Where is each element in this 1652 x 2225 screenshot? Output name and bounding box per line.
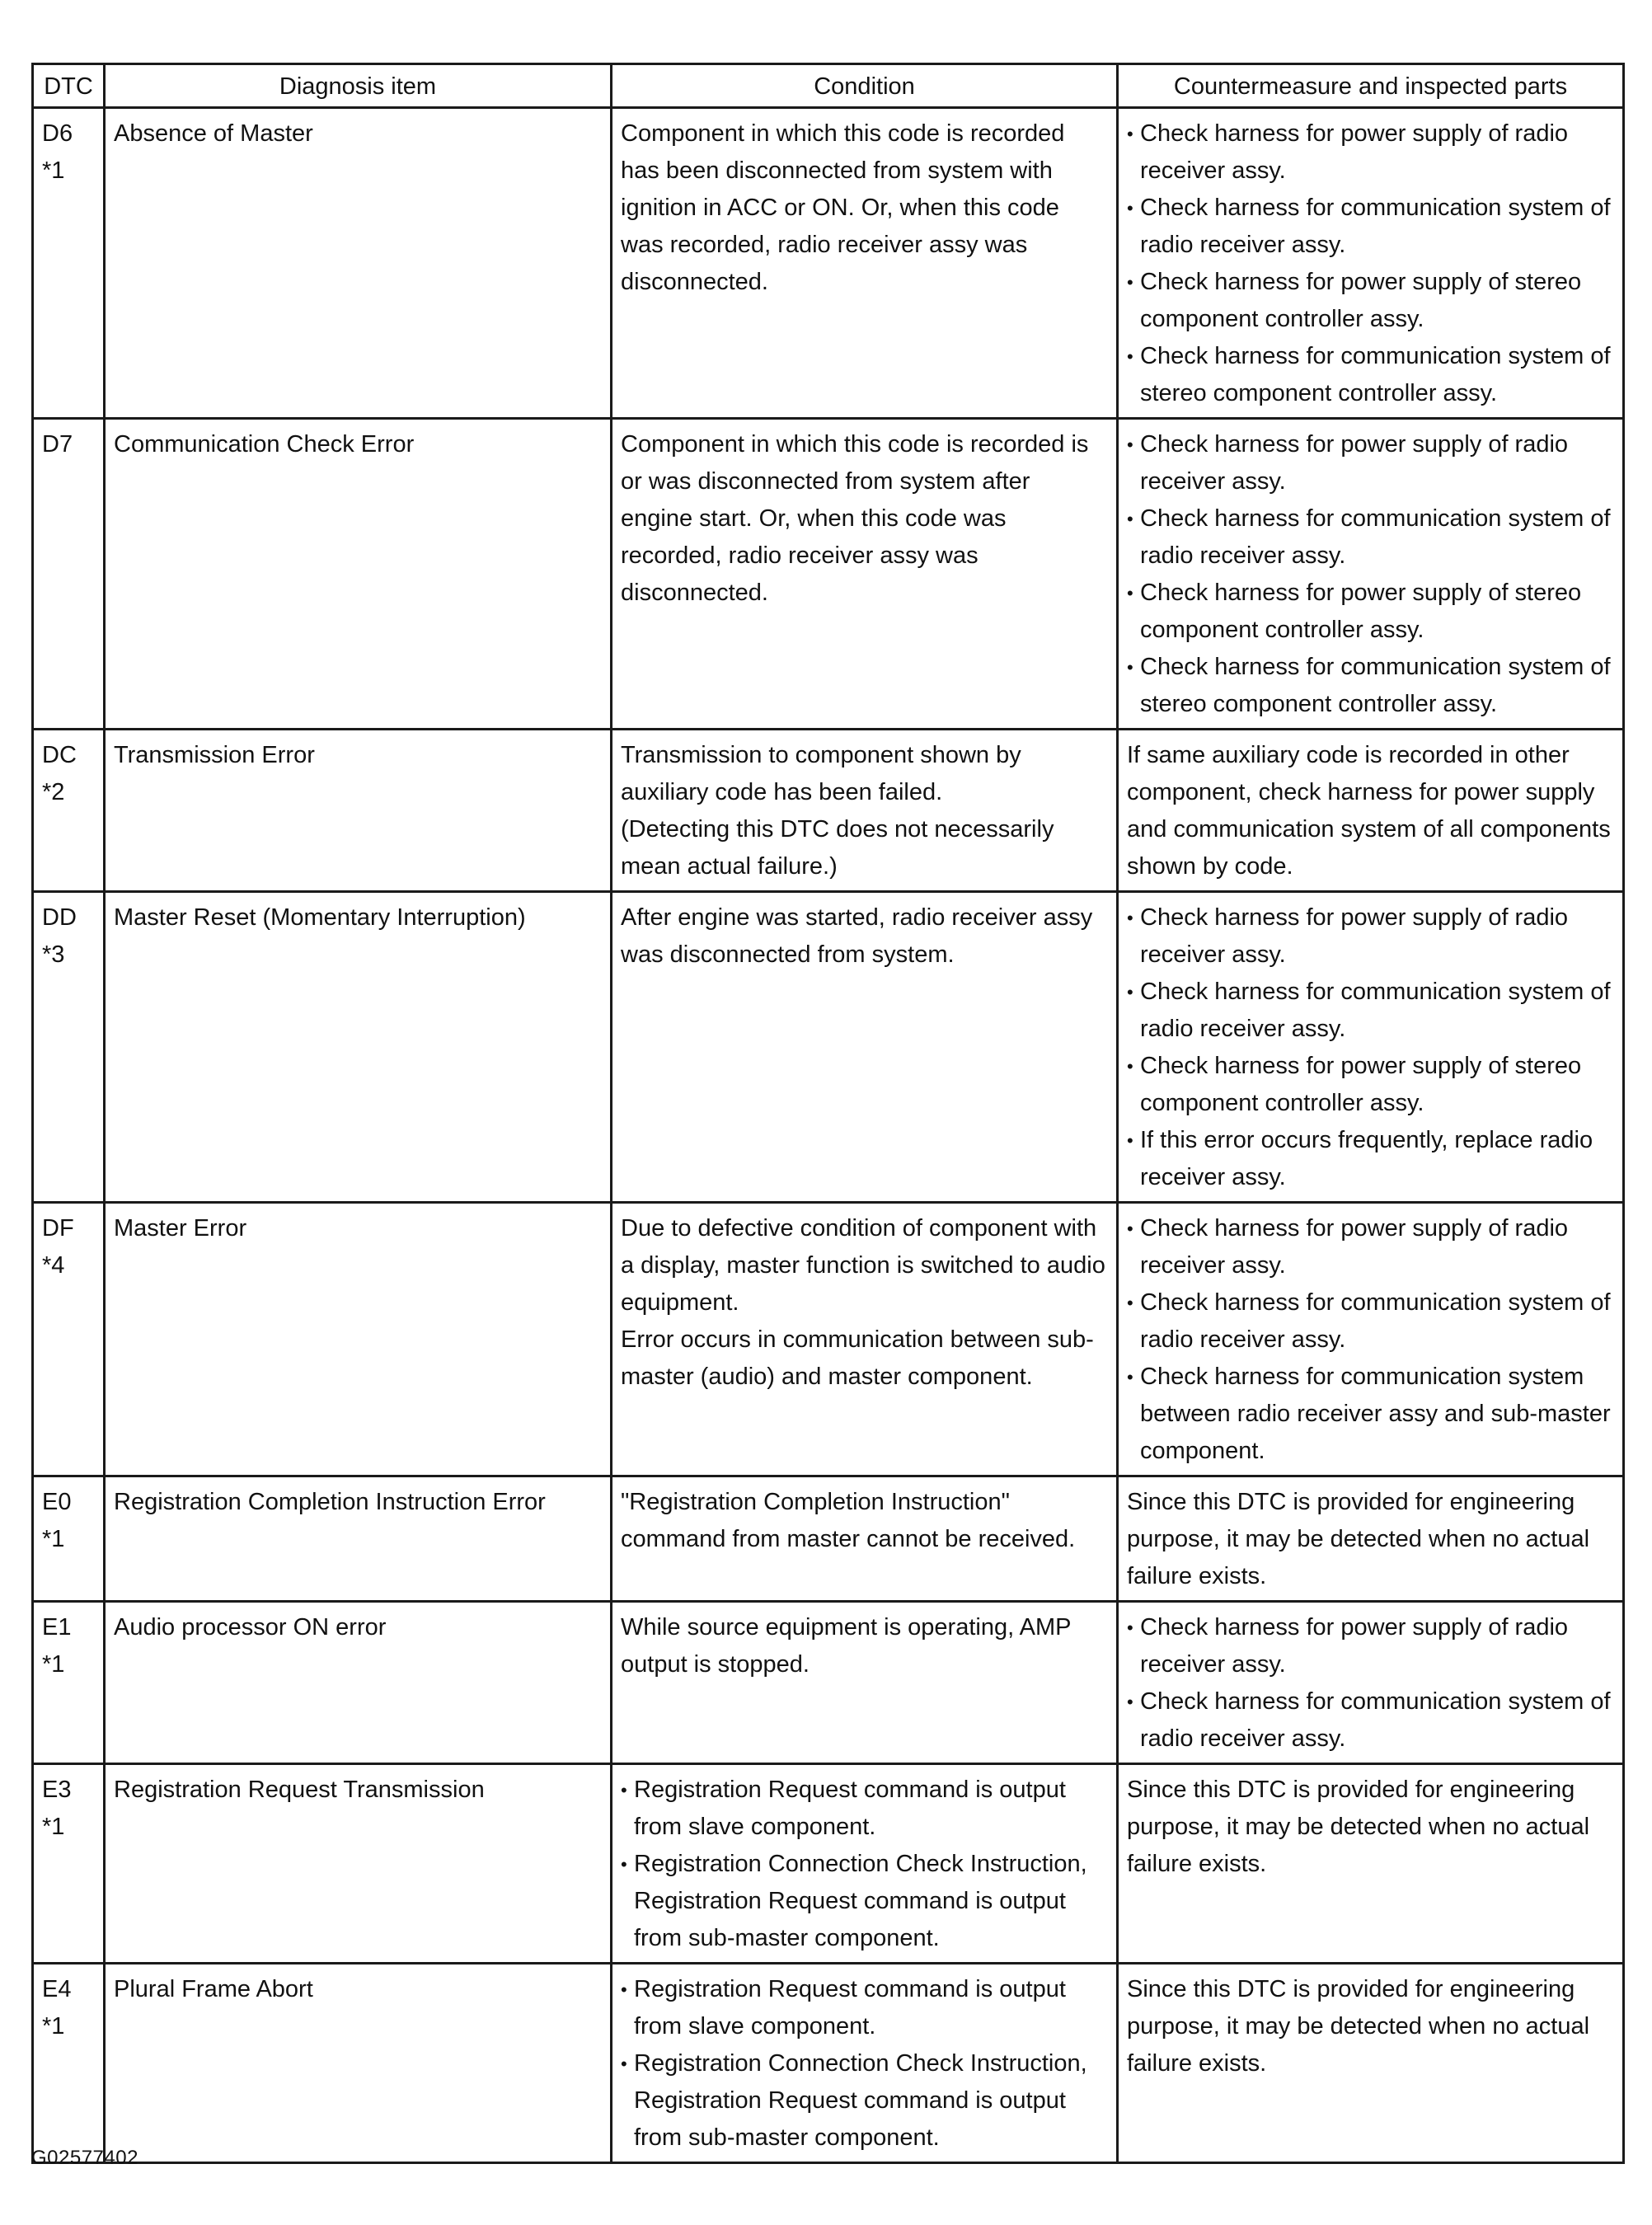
list-item: • Check harness for communication system of radio receiver assy.	[1127, 1683, 1614, 1758]
countermeasure-cell: If same auxiliary code is recorded in other component, check harness for power supply and communication system of all components shown by code.	[1118, 730, 1624, 892]
table-row	[33, 1602, 1624, 1764]
diagnosis-item: Plural Frame Abort	[105, 1964, 612, 2163]
table-row	[33, 730, 1624, 892]
list-item: • Check harness for power supply of stereo component controller assy.	[1127, 1048, 1614, 1122]
diagnosis-item: Registration Request Transmission	[105, 1764, 612, 1964]
countermeasure-list	[1127, 115, 1614, 412]
table-row	[33, 892, 1624, 1203]
condition-cell	[612, 1964, 1118, 2163]
list-item: • Check harness for power supply of radio receiver assy.	[1127, 899, 1614, 974]
list-item: • Check harness for communication system between radio receiver assy and sub-master component.	[1127, 1359, 1614, 1470]
list-item: • Check harness for power supply of radio receiver assy.	[1127, 1609, 1614, 1683]
dtc-footnote: *1	[42, 1526, 65, 1552]
countermeasure-cell	[1118, 892, 1624, 1203]
dtc-code: DF	[42, 1215, 74, 1242]
diagnosis-item: Master Reset (Momentary Interruption)	[105, 892, 612, 1203]
list-item: • Check harness for communication system of radio receiver assy.	[1127, 1284, 1614, 1359]
dtc-cell	[33, 1203, 105, 1476]
dtc-footnote: *2	[42, 779, 65, 805]
header-countermeasure: Countermeasure and inspected parts	[1118, 64, 1624, 108]
dtc-cell	[33, 892, 105, 1203]
condition-cell	[612, 1764, 1118, 1964]
dtc-code: D6	[42, 120, 73, 147]
table-row	[33, 1203, 1624, 1476]
list-item: • Check harness for power supply of radio receiver assy.	[1127, 426, 1614, 500]
condition-list	[621, 1971, 1108, 2157]
dtc-code: E4	[42, 1976, 72, 2002]
condition-list	[621, 1772, 1108, 1957]
countermeasure-cell	[1118, 419, 1624, 730]
dtc-footnote: *1	[42, 2013, 65, 2040]
list-item: • Check harness for communication system of stereo component controller assy.	[1127, 649, 1614, 723]
list-item: • Check harness for communication system of radio receiver assy.	[1127, 974, 1614, 1048]
dtc-code: E0	[42, 1489, 72, 1515]
table-row	[33, 1476, 1624, 1602]
condition-text: While source equipment is operating, AMP output is stopped.	[621, 1614, 1071, 1678]
table-row	[33, 1964, 1624, 2163]
header-row	[33, 64, 1624, 108]
list-item: • Registration Connection Check Instruction, Registration Request command is output from sub-master component.	[621, 1846, 1108, 1957]
condition-cell	[612, 1602, 1118, 1764]
figure-id: G02577402	[31, 2147, 138, 2169]
list-item: • If this error occurs frequently, replace radio receiver assy.	[1127, 1122, 1614, 1196]
list-item: • Registration Connection Check Instruction, Registration Request command is output from sub-master component.	[621, 2045, 1108, 2157]
countermeasure-list	[1127, 1210, 1614, 1470]
list-item: • Check harness for power supply of radio receiver assy.	[1127, 1210, 1614, 1284]
dtc-cell	[33, 1476, 105, 1602]
condition-cell	[612, 1203, 1118, 1476]
diagnosis-item: Absence of Master	[105, 108, 612, 419]
list-item: • Check harness for power supply of radio receiver assy.	[1127, 115, 1614, 190]
header-condition: Condition	[612, 64, 1118, 108]
dtc-code: D7	[42, 431, 73, 458]
header-dtc: DTC	[33, 64, 105, 108]
condition-cell	[612, 892, 1118, 1203]
dtc-code: E1	[42, 1614, 72, 1641]
condition-text: After engine was started, radio receiver assy was disconnected from system.	[621, 904, 1093, 968]
list-item: • Registration Request command is output from slave component.	[621, 1971, 1108, 2045]
dtc-footnote: *4	[42, 1252, 65, 1279]
diagnosis-item: Master Error	[105, 1203, 612, 1476]
header-diagnosis-item: Diagnosis item	[105, 64, 612, 108]
dtc-cell	[33, 1764, 105, 1964]
dtc-cell	[33, 1602, 105, 1764]
dtc-code: DD	[42, 904, 77, 931]
countermeasure-cell	[1118, 1203, 1624, 1476]
table-row	[33, 419, 1624, 730]
condition-cell	[612, 1476, 1118, 1602]
diagnosis-item: Audio processor ON error	[105, 1602, 612, 1764]
countermeasure-cell: Since this DTC is provided for engineering purpose, it may be detected when no actual failure exists.	[1118, 1764, 1624, 1964]
countermeasure-list	[1127, 426, 1614, 723]
list-item: • Registration Request command is output from slave component.	[621, 1772, 1108, 1846]
diagnosis-item: Transmission Error	[105, 730, 612, 892]
condition-cell	[612, 730, 1118, 892]
dtc-footnote: *1	[42, 157, 65, 184]
countermeasure-cell: Since this DTC is provided for engineering purpose, it may be detected when no actual failure exists.	[1118, 1476, 1624, 1602]
table-row	[33, 108, 1624, 419]
condition-text: Error occurs in communication between sub-master (audio) and master component.	[621, 1326, 1094, 1390]
condition-text: Component in which this code is recorded is or was disconnected from system after engine start. Or, when this code was recorded, radio receiver assy was disconnected.	[621, 431, 1089, 606]
diagnosis-item: Registration Completion Instruction Error	[105, 1476, 612, 1602]
condition-text: (Detecting this DTC does not necessarily mean actual failure.)	[621, 816, 1054, 880]
condition-text: Transmission to component shown by auxiliary code has been failed.	[621, 742, 1021, 805]
condition-cell	[612, 108, 1118, 419]
condition-cell	[612, 419, 1118, 730]
dtc-cell	[33, 108, 105, 419]
dtc-cell	[33, 730, 105, 892]
list-item: • Check harness for power supply of stereo component controller assy.	[1127, 575, 1614, 649]
list-item: • Check harness for communication system of stereo component controller assy.	[1127, 338, 1614, 412]
dtc-footnote: *1	[42, 1814, 65, 1840]
dtc-code: E3	[42, 1777, 72, 1803]
condition-text: Component in which this code is recorded has been disconnected from system with ignition in ACC or ON. Or, when this code was recorded, radio receiver assy was disconnected.	[621, 120, 1065, 295]
countermeasure-cell	[1118, 1602, 1624, 1764]
dtc-footnote: *1	[42, 1651, 65, 1678]
dtc-cell	[33, 1964, 105, 2163]
dtc-cell	[33, 419, 105, 730]
dtc-table	[31, 63, 1625, 2164]
countermeasure-list	[1127, 1609, 1614, 1758]
list-item: • Check harness for power supply of stereo component controller assy.	[1127, 264, 1614, 338]
condition-text: Due to defective condition of component with a display, master function is switched to audio equipment.	[621, 1215, 1105, 1316]
countermeasure-cell: Since this DTC is provided for engineering purpose, it may be detected when no actual failure exists.	[1118, 1964, 1624, 2163]
list-item: • Check harness for communication system of radio receiver assy.	[1127, 190, 1614, 264]
dtc-code: DC	[42, 742, 77, 768]
table-row	[33, 1764, 1624, 1964]
countermeasure-list	[1127, 899, 1614, 1196]
countermeasure-cell	[1118, 108, 1624, 419]
dtc-footnote: *3	[42, 941, 65, 968]
list-item: • Check harness for communication system of radio receiver assy.	[1127, 500, 1614, 575]
diagnosis-item: Communication Check Error	[105, 419, 612, 730]
condition-text: "Registration Completion Instruction" command from master cannot be received.	[621, 1489, 1076, 1552]
